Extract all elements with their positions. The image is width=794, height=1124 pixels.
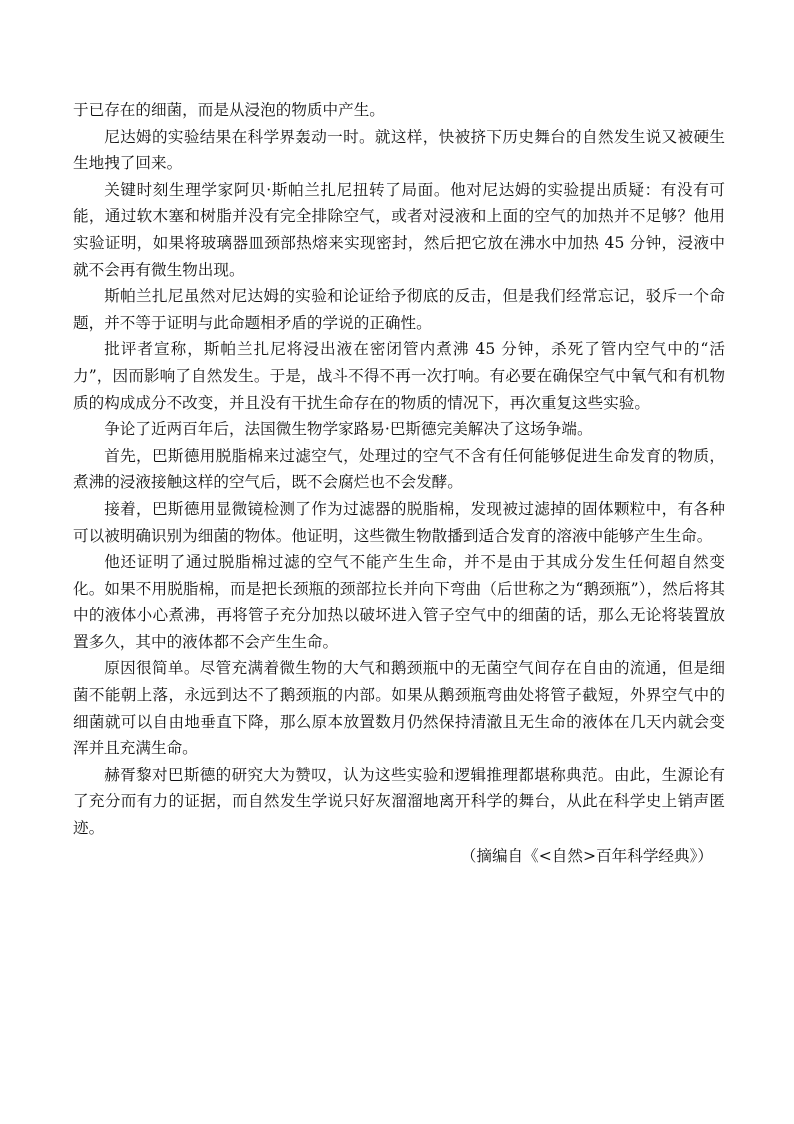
paragraph-swan-neck-flask: 他还证明了通过脱脂棉过滤的空气不能产生生命，并不是由于其成分发生任何超自然变化。如果不用脱脂棉，而是把长颈瓶的颈部拉长并向下弯曲（后世称之为“鹅颈瓶”），然后将其中的液体小心煮沸，再将管子充分加热以破坏进入管子空气中的细菌的话，那么无论将装置放置多久，其中的液体都不会产生生命。 [73, 553, 725, 651]
paragraph-needham-result: 尼达姆的实验结果在科学界轰动一时。就这样，快被挤下历史舞台的自然发生说又被硬生生地拽了回来。 [73, 127, 725, 173]
article-body [73, 97, 725, 869]
paragraph-continued: 于已存在的细菌，而是从浸泡的物质中产生。 [73, 101, 385, 119]
source-citation: （摘编自《<自然>百年科学经典》） [460, 846, 713, 865]
paragraph-pasteur-resolved: 争论了近两百年后，法国微生物学家路易·巴斯德完美解决了这场争端。 [104, 420, 593, 439]
paragraph-reason: 原因很简单。尽管充满着微生物的大气和鹅颈瓶中的无菌空气间存在自由的流通，但是细菌不能朝上落，永远到达不了鹅颈瓶的内部。如果从鹅颈瓶弯曲处将管子截短，外界空气中的细菌就可以自由地垂直下降，那么原本放置数月仍然保持清澈且无生命的液体在几天内就会变浑并且充满生命。 [73, 659, 725, 758]
paragraph-pasteur-first: 首先，巴斯德用脱脂棉来过滤空气，处理过的空气不含有任何能够促进生命发育的物质，煮沸的浸液接触这样的空气后，既不会腐烂也不会发酵。 [73, 446, 725, 492]
paragraph-huxley: 赫胥黎对巴斯德的研究大为赞叹，认为这些实验和逻辑推理都堪称典范。由此，生源论有了充分而有力的证据，而自然发生学说只好灰溜溜地离开科学的舞台，从此在科学史上销声匿迹。 [73, 765, 725, 838]
paragraph-critics: 批评者宣称，斯帕兰扎尼将浸出液在密闭管内煮沸 45 分钟，杀死了管内空气中的“活力”，因而影响了自然发生。于是，战斗不得不再一次打响。有必要在确保空气中氧气和有机物质的构成成分不改变，并且没有干扰生命存在的物质的情况下，再次重复这些实验。 [73, 340, 725, 412]
paragraph-spallanzani-rebuttal: 斯帕兰扎尼虽然对尼达姆的实验和论证给予彻底的反击，但是我们经常忘记，驳斥一个命题，并不等于证明与此命题相矛盾的学说的正确性。 [73, 287, 725, 332]
paragraph-pasteur-microscope: 接着，巴斯德用显微镜检测了作为过滤器的脱脂棉，发现被过滤掉的固体颗粒中，有各种可以被明确识别为细菌的物体。他证明，这些微生物散播到适合发育的溶液中能够产生生命。 [73, 499, 725, 545]
paragraph-spallanzani-challenge: 关键时刻生理学家阿贝·斯帕兰扎尼扭转了局面。他对尼达姆的实验提出质疑：有没有可能，通过软木塞和树脂并没有完全排除空气，或者对浸液和上面的空气的加热并不足够？他用实验证明，如果将玻璃器皿颈部热熔来实现密封，然后把它放在沸水中加热 45 分钟，浸液中就不会再有微生物出现。 [73, 180, 725, 279]
